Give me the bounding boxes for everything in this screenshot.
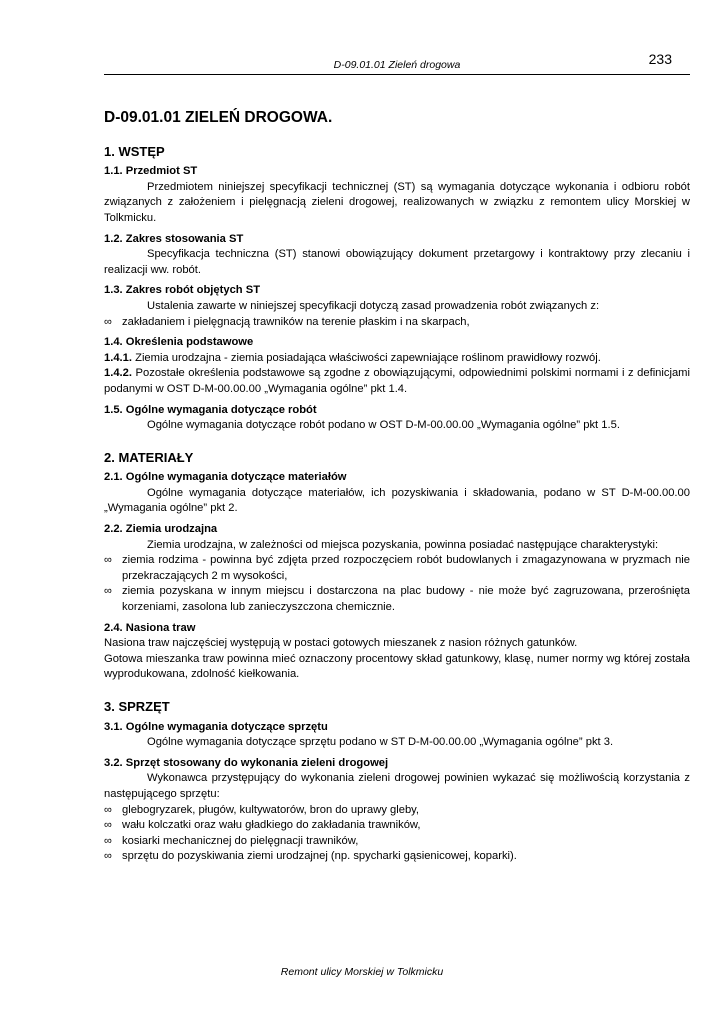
document-title: D-09.01.01 ZIELEŃ DROGOWA. (104, 109, 333, 126)
list-item-text: glebogryzarek, pługów, kultywatorów, bron do uprawy gleby, (122, 803, 420, 816)
section-1-heading: 1. WSTĘP (104, 143, 165, 159)
section-3-2-heading: 3.2. Sprzęt stosowany do wykonania zieleni drogowej (104, 756, 389, 769)
section-1-4-2-text (104, 366, 690, 397)
paragraph-text: Ziemia urodzajna - ziemia posiadająca właściwości zapewniające roślinom prawidłowy rozwój. (132, 351, 601, 364)
section-3-1-text: Ogólne wymagania dotyczące sprzętu podano w ST D-M-00.00.00 „Wymagania ogólne” pkt 3. (147, 736, 614, 749)
header-title: D-09.01.01 Zieleń drogowa (333, 59, 461, 71)
section-2-1-heading: 2.1. Ogólne wymagania dotyczące materiałów (104, 471, 347, 484)
list-item (104, 849, 690, 865)
section-3-heading: 3. SPRZĘT (104, 699, 170, 714)
bullet-icon: ∞ (104, 554, 112, 567)
paragraph-number: 1.4.1. (104, 351, 132, 364)
section-1-1-text: Przedmiotem niniejszej specyfikacji technicznej (ST) są wymagania dotyczące wykonania i odbioru robót związanych z założeniem i pielęgnacją zieleni drogowej, realizowanych w związku z remontem ulicy Morskiej w Tolkmicku. (104, 180, 690, 224)
section-2-2-heading: 2.2. Ziemia urodzajna (104, 523, 218, 536)
list-item (104, 818, 690, 834)
section-1-2-text: Specyfikacja techniczna (ST) stanowi obowiązujący dokument przetargowy i kontraktowy przy zlecaniu i realizacji ww. robót. (104, 248, 690, 276)
bullet-icon: ∞ (104, 819, 112, 832)
section-2-4-heading: 2.4. Nasiona traw (104, 621, 196, 634)
list-item (104, 803, 690, 819)
list-item-text: ziemia pozyskana w innym miejscu i dostarczona na plac budowy - nie może być zagruzowana, przerośnięta korzeniami, zasolona lub zanieczyszczona chemicznie. (122, 585, 690, 614)
bullet-icon: ∞ (104, 585, 112, 598)
bullet-icon: ∞ (104, 315, 112, 328)
section-2-1-text: Ogólne wymagania dotyczące materiałów, ich pozyskiwania i składowania, podano w ST D-M-00.00.00 „Wymagania ogólne” pkt 2. (104, 486, 690, 515)
paragraph-text: Pozostałe określenia podstawowe są zgodne z obowiązującymi, odpowiednimi polskimi normami i z definicjami podanymi w OST D-M-00.00.00 „Wymagania ogólne” pkt 1.4. (104, 367, 690, 395)
section-1-5-text: Ogólne wymagania dotyczące robót podano w OST D-M-00.00.00 „Wymagania ogólne” pkt 1.5. (147, 419, 620, 432)
page-footer: Remont ulicy Morskiej w Tolkmicku (280, 966, 444, 978)
list-item-text: ziemia rodzima - powinna być zdjęta przed rozpoczęciem robót budowlanych i zmagazynowana w pryzmach nie przekraczających 2 m wysokości, (122, 554, 690, 582)
page-header (104, 52, 690, 75)
bullet-icon: ∞ (104, 834, 112, 847)
section-1-4-heading: 1.4. Określenia podstawowe (104, 336, 254, 349)
list-item-text: sprzętu do pozyskiwania ziemi urodzajnej (np. spycharki gąsienicowej, koparki). (122, 850, 517, 863)
section-1-2-heading: 1.2. Zakres stosowania ST (104, 232, 244, 245)
section-1-4-1-text (104, 351, 690, 367)
section-1-3-heading: 1.3. Zakres robót objętych ST (104, 284, 261, 297)
list-item (104, 315, 690, 331)
page-number: 233 (648, 51, 672, 67)
list-item (104, 584, 690, 615)
bullet-icon: ∞ (104, 850, 112, 863)
section-1-1-heading: 1.1. Przedmiot ST (104, 165, 198, 178)
list-item-text: kosiarki mechanicznej do pielęgnacji trawników, (122, 834, 359, 847)
section-1-3-text: Ustalenia zawarte w niniejszej specyfikacji dotyczą zasad prowadzenia robót związanych z: (147, 299, 600, 312)
section-1-3-list (104, 315, 690, 331)
section-1-5-heading: 1.5. Ogólne wymagania dotyczące robót (104, 403, 317, 416)
list-item-text: zakładaniem i pielęgnacją trawników na terenie płaskim i na skarpach, (122, 315, 470, 328)
bullet-icon: ∞ (104, 803, 112, 816)
section-2-4-text-2: Gotowa mieszanka traw powinna mieć oznaczony procentowy skład gatunkowy, klasę, numer normy wg której została wyprodukowana, zdolność kiełkowania. (104, 652, 690, 681)
section-3-2-list (104, 803, 690, 865)
section-3-2-text: Wykonawca przystępujący do wykonania zieleni drogowej powinien wykazać się możliwością korzystania z następującego sprzętu: (104, 772, 690, 800)
section-2-2-list (104, 553, 690, 615)
section-2-2-text: Ziemia urodzajna, w zależności od miejsca pozyskania, powinna posiadać następujące charakterystyki: (147, 538, 659, 551)
list-item-text: wału kolczatki oraz wału gładkiego do zakładania trawników, (122, 819, 421, 832)
document-body (104, 110, 690, 865)
section-2-4-text-1: Nasiona traw najczęściej występują w postaci gotowych mieszanek z nasion różnych gatunków. (104, 637, 578, 650)
paragraph-number: 1.4.2. (104, 367, 132, 380)
list-item (104, 834, 690, 850)
section-2-heading: 2. MATERIAŁY (104, 449, 194, 465)
section-3-1-heading: 3.1. Ogólne wymagania dotyczące sprzętu (104, 720, 328, 733)
list-item (104, 553, 690, 584)
